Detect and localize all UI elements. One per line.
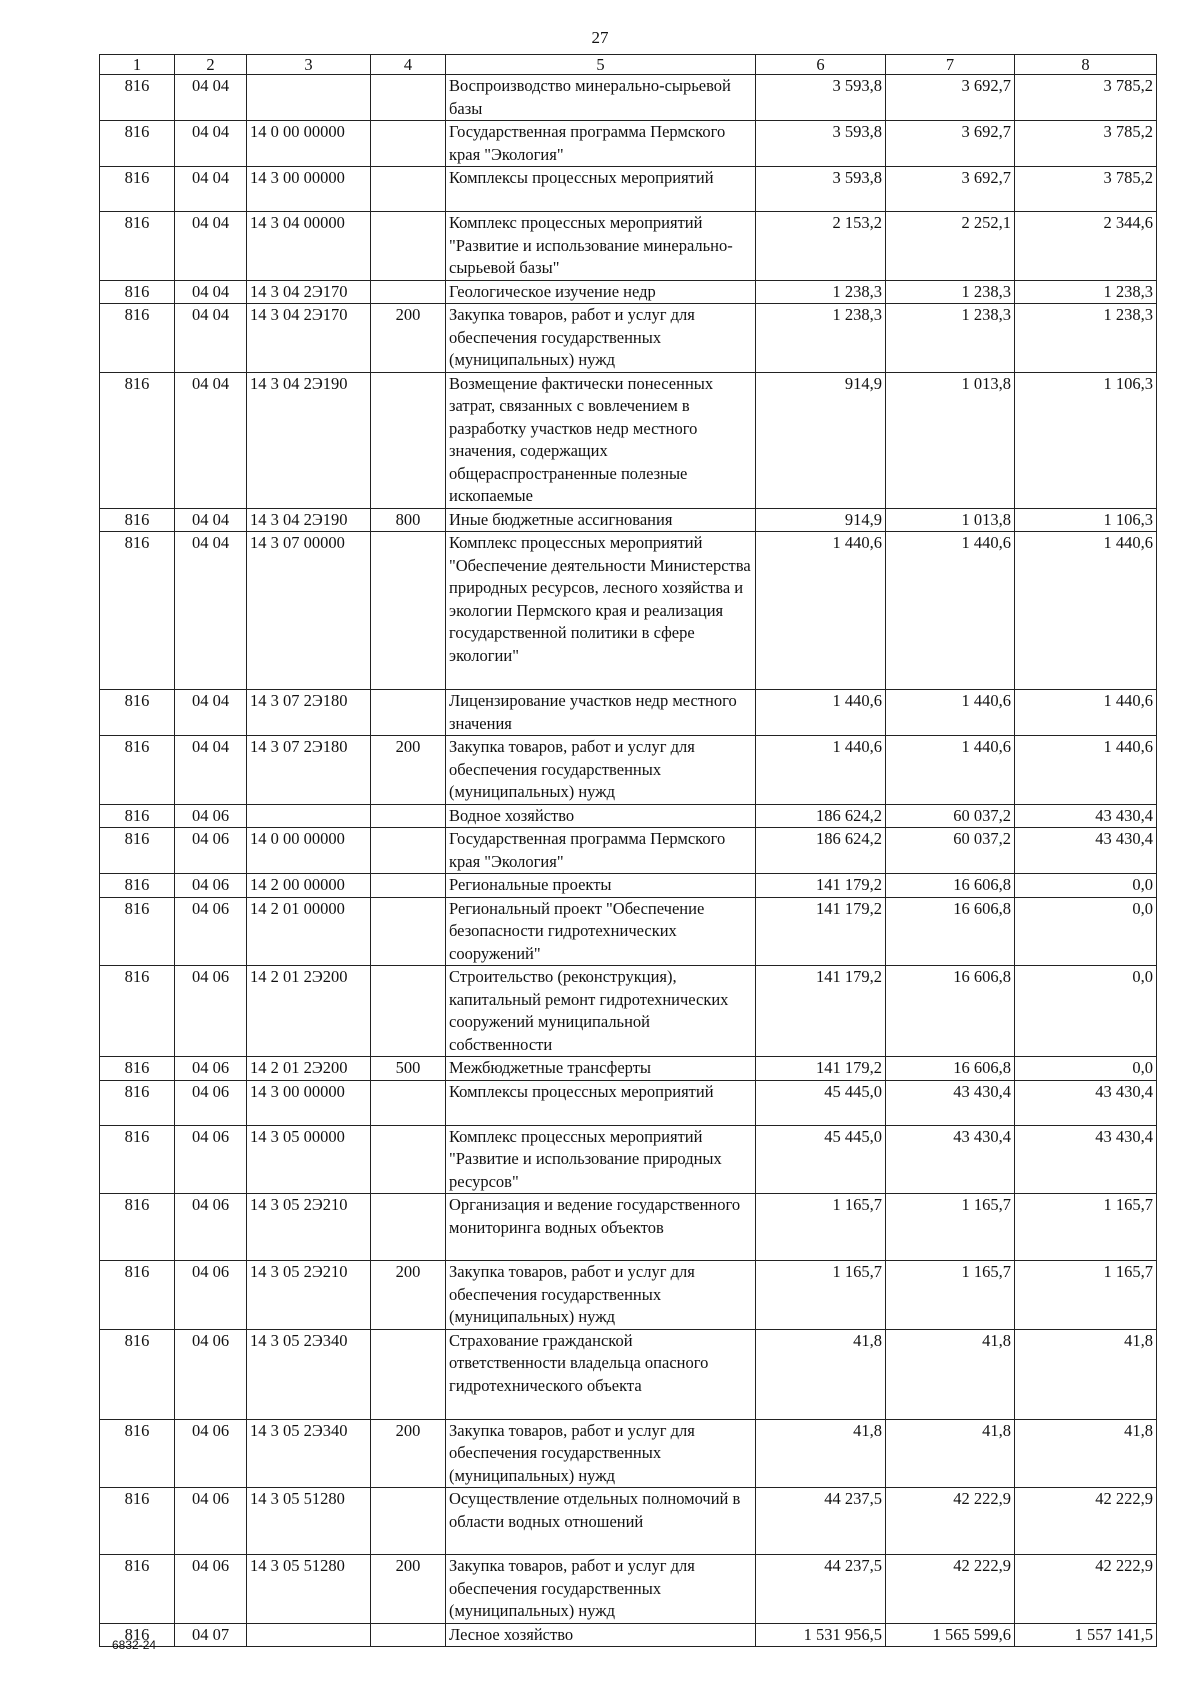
item-name-cell: Лицензирование участков недр местного значения: [446, 690, 756, 736]
amount-year2-cell: 16 606,8: [886, 1057, 1015, 1081]
expense-type-cell: [371, 1623, 446, 1647]
column-number-header: [100, 55, 1157, 75]
admin-code-cell: 816: [100, 280, 175, 304]
amount-year2-cell: 1 238,3: [886, 280, 1015, 304]
column-header: 4: [371, 55, 446, 75]
section-code-cell: 04 04: [175, 212, 247, 281]
section-code-cell: 04 06: [175, 874, 247, 898]
expense-type-cell: [371, 1329, 446, 1419]
section-code-cell: 04 06: [175, 1057, 247, 1081]
column-header: 1: [100, 55, 175, 75]
section-code-cell: 04 04: [175, 280, 247, 304]
amount-year3-cell: 1 165,7: [1015, 1261, 1157, 1330]
expense-type-cell: [371, 372, 446, 508]
expense-type-cell: [371, 966, 446, 1057]
target-article-cell: 14 3 07 2Э180: [247, 736, 371, 805]
amount-year2-cell: 60 037,2: [886, 828, 1015, 874]
admin-code-cell: 816: [100, 1080, 175, 1125]
amount-year3-cell: 1 106,3: [1015, 372, 1157, 508]
amount-year2-cell: 42 222,9: [886, 1488, 1015, 1555]
section-code-cell: 04 06: [175, 828, 247, 874]
admin-code-cell: 816: [100, 121, 175, 167]
amount-year2-cell: 3 692,7: [886, 75, 1015, 121]
item-name-cell: Закупка товаров, работ и услуг для обеспечения государственных (муниципальных) нужд: [446, 1261, 756, 1330]
target-article-cell: 14 2 01 2Э200: [247, 966, 371, 1057]
table-row: [100, 1057, 1157, 1081]
table-row: [100, 532, 1157, 690]
amount-year2-cell: 1 565 599,6: [886, 1623, 1015, 1647]
admin-code-cell: 816: [100, 75, 175, 121]
amount-year1-cell: 1 165,7: [756, 1261, 886, 1330]
section-code-cell: 04 06: [175, 1080, 247, 1125]
expense-type-cell: [371, 1194, 446, 1261]
table-row: [100, 1329, 1157, 1419]
item-name-cell: Водное хозяйство: [446, 804, 756, 828]
amount-year3-cell: 3 785,2: [1015, 121, 1157, 167]
amount-year2-cell: 41,8: [886, 1419, 1015, 1488]
amount-year1-cell: 3 593,8: [756, 75, 886, 121]
column-header: 3: [247, 55, 371, 75]
amount-year3-cell: 43 430,4: [1015, 1125, 1157, 1194]
admin-code-cell: 816: [100, 897, 175, 966]
section-code-cell: 04 04: [175, 508, 247, 532]
amount-year1-cell: 3 593,8: [756, 167, 886, 212]
amount-year3-cell: 1 106,3: [1015, 508, 1157, 532]
target-article-cell: 14 2 01 2Э200: [247, 1057, 371, 1081]
section-code-cell: 04 04: [175, 304, 247, 373]
admin-code-cell: 816: [100, 1488, 175, 1555]
target-article-cell: 14 3 05 2Э340: [247, 1419, 371, 1488]
amount-year2-cell: 41,8: [886, 1329, 1015, 1419]
target-article-cell: 14 3 05 2Э210: [247, 1194, 371, 1261]
section-code-cell: 04 06: [175, 1194, 247, 1261]
expense-type-cell: [371, 280, 446, 304]
admin-code-cell: 816: [100, 690, 175, 736]
section-code-cell: 04 07: [175, 1623, 247, 1647]
amount-year1-cell: 1 165,7: [756, 1194, 886, 1261]
expense-type-cell: [371, 167, 446, 212]
admin-code-cell: 816: [100, 804, 175, 828]
table-row: [100, 1194, 1157, 1261]
expense-type-cell: 200: [371, 304, 446, 373]
amount-year1-cell: 2 153,2: [756, 212, 886, 281]
amount-year1-cell: 41,8: [756, 1329, 886, 1419]
expense-type-cell: [371, 874, 446, 898]
amount-year1-cell: 1 238,3: [756, 280, 886, 304]
target-article-cell: 14 3 00 00000: [247, 1080, 371, 1125]
item-name-cell: Страхование гражданской ответственности владельца опасного гидротехнического объекта: [446, 1329, 756, 1419]
target-article-cell: 14 3 07 2Э180: [247, 690, 371, 736]
table-row: [100, 372, 1157, 508]
expense-type-cell: [371, 804, 446, 828]
budget-table: [99, 54, 1157, 1647]
amount-year1-cell: 45 445,0: [756, 1125, 886, 1194]
item-name-cell: Осуществление отдельных полномочий в области водных отношений: [446, 1488, 756, 1555]
amount-year1-cell: 914,9: [756, 372, 886, 508]
admin-code-cell: 816: [100, 828, 175, 874]
target-article-cell: 14 3 05 51280: [247, 1555, 371, 1624]
amount-year1-cell: 44 237,5: [756, 1488, 886, 1555]
column-header: 5: [446, 55, 756, 75]
target-article-cell: 14 3 05 2Э340: [247, 1329, 371, 1419]
amount-year3-cell: 1 557 141,5: [1015, 1623, 1157, 1647]
amount-year3-cell: 0,0: [1015, 897, 1157, 966]
target-article-cell: 14 3 07 00000: [247, 532, 371, 690]
expense-type-cell: 500: [371, 1057, 446, 1081]
admin-code-cell: 816: [100, 167, 175, 212]
amount-year3-cell: 41,8: [1015, 1329, 1157, 1419]
target-article-cell: [247, 1623, 371, 1647]
admin-code-cell: 816: [100, 966, 175, 1057]
amount-year3-cell: 0,0: [1015, 966, 1157, 1057]
admin-code-cell: 816: [100, 1125, 175, 1194]
item-name-cell: Организация и ведение государственного мониторинга водных объектов: [446, 1194, 756, 1261]
expense-type-cell: [371, 1125, 446, 1194]
amount-year1-cell: 1 440,6: [756, 736, 886, 805]
item-name-cell: Комплекс процессных мероприятий "Развитие и использование природных ресурсов": [446, 1125, 756, 1194]
section-code-cell: 04 06: [175, 1419, 247, 1488]
admin-code-cell: 816: [100, 1623, 175, 1647]
admin-code-cell: 816: [100, 1555, 175, 1624]
section-code-cell: 04 04: [175, 736, 247, 805]
item-name-cell: Региональный проект "Обеспечение безопасности гидротехнических сооружений": [446, 897, 756, 966]
amount-year1-cell: 44 237,5: [756, 1555, 886, 1624]
admin-code-cell: 816: [100, 372, 175, 508]
amount-year3-cell: 42 222,9: [1015, 1488, 1157, 1555]
amount-year1-cell: 1 531 956,5: [756, 1623, 886, 1647]
target-article-cell: 14 0 00 00000: [247, 828, 371, 874]
target-article-cell: 14 0 00 00000: [247, 121, 371, 167]
item-name-cell: Закупка товаров, работ и услуг для обеспечения государственных (муниципальных) нужд: [446, 1555, 756, 1624]
amount-year3-cell: 2 344,6: [1015, 212, 1157, 281]
amount-year2-cell: 1 013,8: [886, 372, 1015, 508]
amount-year3-cell: 1 238,3: [1015, 280, 1157, 304]
amount-year2-cell: 1 440,6: [886, 690, 1015, 736]
expense-type-cell: 800: [371, 508, 446, 532]
table-row: [100, 736, 1157, 805]
admin-code-cell: 816: [100, 736, 175, 805]
amount-year2-cell: 16 606,8: [886, 966, 1015, 1057]
item-name-cell: Строительство (реконструкция), капитальный ремонт гидротехнических сооружений муниципальной собственности: [446, 966, 756, 1057]
expense-type-cell: [371, 1080, 446, 1125]
amount-year3-cell: 43 430,4: [1015, 804, 1157, 828]
section-code-cell: 04 04: [175, 690, 247, 736]
table-row: [100, 874, 1157, 898]
table-row: [100, 1555, 1157, 1624]
admin-code-cell: 816: [100, 1194, 175, 1261]
amount-year3-cell: 0,0: [1015, 874, 1157, 898]
amount-year3-cell: 1 440,6: [1015, 690, 1157, 736]
amount-year2-cell: 1 165,7: [886, 1194, 1015, 1261]
expense-type-cell: [371, 897, 446, 966]
item-name-cell: Государственная программа Пермского края "Экология": [446, 121, 756, 167]
amount-year3-cell: 0,0: [1015, 1057, 1157, 1081]
section-code-cell: 04 06: [175, 1125, 247, 1194]
section-code-cell: 04 04: [175, 532, 247, 690]
amount-year1-cell: 1 440,6: [756, 532, 886, 690]
target-article-cell: 14 3 04 2Э190: [247, 372, 371, 508]
expense-type-cell: [371, 1488, 446, 1555]
expense-type-cell: [371, 532, 446, 690]
amount-year1-cell: 141 179,2: [756, 966, 886, 1057]
amount-year1-cell: 186 624,2: [756, 804, 886, 828]
section-code-cell: 04 06: [175, 1555, 247, 1624]
expense-type-cell: [371, 121, 446, 167]
target-article-cell: [247, 75, 371, 121]
expense-type-cell: 200: [371, 1419, 446, 1488]
admin-code-cell: 816: [100, 1419, 175, 1488]
table-row: [100, 966, 1157, 1057]
item-name-cell: Межбюджетные трансферты: [446, 1057, 756, 1081]
admin-code-cell: 816: [100, 508, 175, 532]
table-row: [100, 212, 1157, 281]
amount-year2-cell: 3 692,7: [886, 121, 1015, 167]
amount-year3-cell: 1 440,6: [1015, 736, 1157, 805]
amount-year3-cell: 43 430,4: [1015, 828, 1157, 874]
table-row: [100, 1125, 1157, 1194]
amount-year2-cell: 1 238,3: [886, 304, 1015, 373]
target-article-cell: 14 3 04 2Э190: [247, 508, 371, 532]
column-header: 8: [1015, 55, 1157, 75]
section-code-cell: 04 04: [175, 75, 247, 121]
item-name-cell: Воспроизводство минерально-сырьевой базы: [446, 75, 756, 121]
amount-year2-cell: 1 440,6: [886, 736, 1015, 805]
amount-year3-cell: 41,8: [1015, 1419, 1157, 1488]
admin-code-cell: 816: [100, 532, 175, 690]
admin-code-cell: 816: [100, 212, 175, 281]
table-row: [100, 804, 1157, 828]
amount-year1-cell: 1 238,3: [756, 304, 886, 373]
table-row: [100, 1488, 1157, 1555]
amount-year2-cell: 1 165,7: [886, 1261, 1015, 1330]
table-row: [100, 508, 1157, 532]
section-code-cell: 04 06: [175, 804, 247, 828]
column-header: 7: [886, 55, 1015, 75]
expense-type-cell: [371, 212, 446, 281]
section-code-cell: 04 04: [175, 167, 247, 212]
amount-year3-cell: 1 165,7: [1015, 1194, 1157, 1261]
amount-year2-cell: 60 037,2: [886, 804, 1015, 828]
amount-year1-cell: 1 440,6: [756, 690, 886, 736]
item-name-cell: Комплексы процессных мероприятий: [446, 1080, 756, 1125]
item-name-cell: Иные бюджетные ассигнования: [446, 508, 756, 532]
target-article-cell: 14 3 05 00000: [247, 1125, 371, 1194]
table-row: [100, 690, 1157, 736]
amount-year2-cell: 43 430,4: [886, 1125, 1015, 1194]
amount-year1-cell: 914,9: [756, 508, 886, 532]
amount-year1-cell: 41,8: [756, 1419, 886, 1488]
amount-year2-cell: 42 222,9: [886, 1555, 1015, 1624]
admin-code-cell: 816: [100, 1261, 175, 1330]
item-name-cell: Закупка товаров, работ и услуг для обеспечения государственных (муниципальных) нужд: [446, 736, 756, 805]
table-row: [100, 1080, 1157, 1125]
section-code-cell: 04 04: [175, 372, 247, 508]
amount-year1-cell: 3 593,8: [756, 121, 886, 167]
expense-type-cell: [371, 828, 446, 874]
amount-year2-cell: 16 606,8: [886, 897, 1015, 966]
section-code-cell: 04 06: [175, 1329, 247, 1419]
target-article-cell: 14 3 04 2Э170: [247, 280, 371, 304]
table-row: [100, 121, 1157, 167]
amount-year1-cell: 186 624,2: [756, 828, 886, 874]
table-row: [100, 897, 1157, 966]
section-code-cell: 04 06: [175, 897, 247, 966]
amount-year2-cell: 16 606,8: [886, 874, 1015, 898]
amount-year1-cell: 141 179,2: [756, 1057, 886, 1081]
target-article-cell: 14 2 01 00000: [247, 897, 371, 966]
item-name-cell: Комплекс процессных мероприятий "Развитие и использование минерально-сырьевой базы": [446, 212, 756, 281]
amount-year3-cell: 42 222,9: [1015, 1555, 1157, 1624]
item-name-cell: Региональные проекты: [446, 874, 756, 898]
amount-year2-cell: 2 252,1: [886, 212, 1015, 281]
target-article-cell: 14 3 04 00000: [247, 212, 371, 281]
item-name-cell: Закупка товаров, работ и услуг для обеспечения государственных (муниципальных) нужд: [446, 1419, 756, 1488]
table-row: [100, 75, 1157, 121]
admin-code-cell: 816: [100, 874, 175, 898]
column-header: 2: [175, 55, 247, 75]
expense-type-cell: 200: [371, 1261, 446, 1330]
amount-year1-cell: 45 445,0: [756, 1080, 886, 1125]
expense-type-cell: [371, 75, 446, 121]
expense-type-cell: 200: [371, 736, 446, 805]
amount-year3-cell: 43 430,4: [1015, 1080, 1157, 1125]
table-row: [100, 167, 1157, 212]
amount-year1-cell: 141 179,2: [756, 897, 886, 966]
amount-year2-cell: 1 013,8: [886, 508, 1015, 532]
target-article-cell: 14 2 00 00000: [247, 874, 371, 898]
target-article-cell: 14 3 04 2Э170: [247, 304, 371, 373]
amount-year3-cell: 3 785,2: [1015, 167, 1157, 212]
expense-type-cell: [371, 690, 446, 736]
target-article-cell: 14 3 00 00000: [247, 167, 371, 212]
item-name-cell: Комплексы процессных мероприятий: [446, 167, 756, 212]
document-code: 6832-24: [112, 1638, 157, 1652]
expense-type-cell: 200: [371, 1555, 446, 1624]
amount-year2-cell: 43 430,4: [886, 1080, 1015, 1125]
admin-code-cell: 816: [100, 304, 175, 373]
admin-code-cell: 816: [100, 1057, 175, 1081]
column-header: 6: [756, 55, 886, 75]
item-name-cell: Лесное хозяйство: [446, 1623, 756, 1647]
table-body: [100, 75, 1157, 1647]
item-name-cell: Геологическое изучение недр: [446, 280, 756, 304]
target-article-cell: [247, 804, 371, 828]
table-row: [100, 1261, 1157, 1330]
table-row: [100, 304, 1157, 373]
target-article-cell: 14 3 05 2Э210: [247, 1261, 371, 1330]
item-name-cell: Комплекс процессных мероприятий "Обеспечение деятельности Министерства природных ресурсов, лесного хозяйства и экологии Пермского края и реализация государственной политики в сфере экологии": [446, 532, 756, 690]
amount-year2-cell: 3 692,7: [886, 167, 1015, 212]
table-row: [100, 1623, 1157, 1647]
amount-year2-cell: 1 440,6: [886, 532, 1015, 690]
admin-code-cell: 816: [100, 1329, 175, 1419]
page-number: 27: [591, 28, 609, 47]
amount-year3-cell: 1 440,6: [1015, 532, 1157, 690]
section-code-cell: 04 06: [175, 966, 247, 1057]
item-name-cell: Возмещение фактически понесенных затрат, связанных с вовлечением в разработку участков недр местного значения, содержащих общераспространенные полезные ископаемые: [446, 372, 756, 508]
item-name-cell: Государственная программа Пермского края "Экология": [446, 828, 756, 874]
amount-year3-cell: 3 785,2: [1015, 75, 1157, 121]
table-row: [100, 280, 1157, 304]
item-name-cell: Закупка товаров, работ и услуг для обеспечения государственных (муниципальных) нужд: [446, 304, 756, 373]
table-row: [100, 828, 1157, 874]
target-article-cell: 14 3 05 51280: [247, 1488, 371, 1555]
amount-year1-cell: 141 179,2: [756, 874, 886, 898]
section-code-cell: 04 04: [175, 121, 247, 167]
table-row: [100, 1419, 1157, 1488]
section-code-cell: 04 06: [175, 1488, 247, 1555]
amount-year3-cell: 1 238,3: [1015, 304, 1157, 373]
section-code-cell: 04 06: [175, 1261, 247, 1330]
